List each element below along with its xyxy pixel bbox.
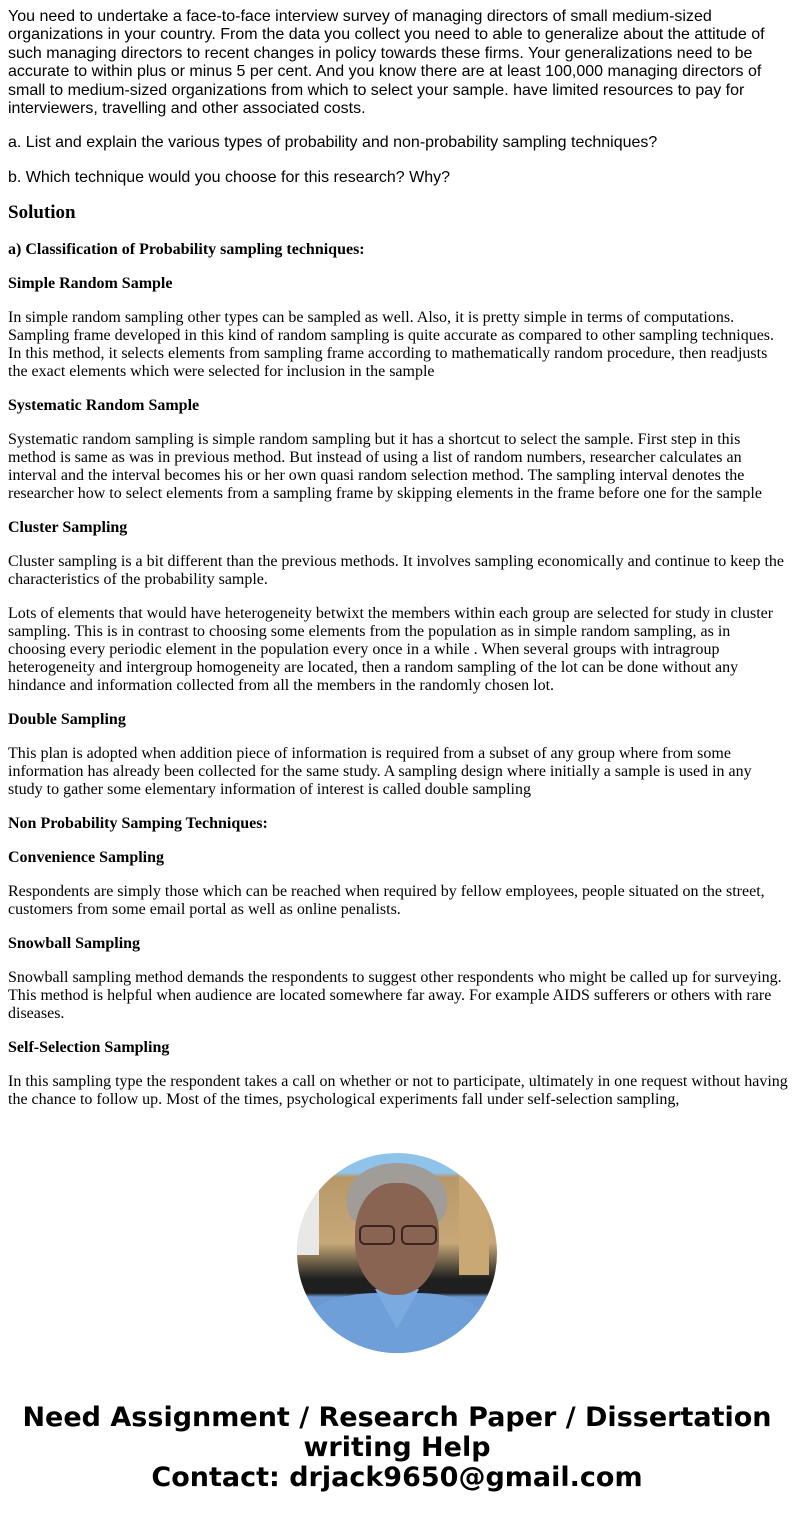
section-heading-double: Double Sampling [8,711,126,728]
promo-line-2: writing Help [303,1432,491,1463]
solution-title: Solution [8,202,76,223]
section-text-systematic-random: Systematic random sampling is simple random sampling but it has a shortcut to select the sample. First step in this method is same as was in previous method. But instead of using a list of random numbers, researcher calculates an interval and the interval becomes his or her own quasi random selection method. The sampling interval denotes the researcher how to select elements from a sampling frame by skipping elements in the frame before one for the sample [8,431,762,502]
section-text-self-selection: In this sampling type the respondent takes a call on whether or not to participate, ultimately in one request without having the chance to follow up. Most of the times, psychological experiments fall under self-selection sampling, [8,1073,788,1108]
section-heading-simple-random: Simple Random Sample [8,275,173,292]
section-text-snowball: Snowball sampling method demands the respondents to suggest other respondents who might be called up for surveying. This method is helpful when audience are located somewhere far away. For example AIDS sufferers or others with rare diseases. [8,969,782,1022]
avatar-background-carving [459,1175,489,1275]
section-heading-cluster: Cluster Sampling [8,519,128,536]
author-avatar [297,1153,497,1353]
section-text-simple-random: In simple random sampling other types can be sampled as well. Also, it is pretty simple in terms of computations. Sampling frame developed in this kind of random sampling is quite accurate as compared to other sampling techniques. In this method, it selects elements from sampling frame according to mathematically random procedure, then readjusts the exact elements which were selected for inclusion in the sample [8,309,775,380]
avatar-glasses [359,1225,437,1243]
section-text-double: This plan is adopted when addition piece of information is required from a subset of any group where from some information has already been collected for the same study. A sampling design where initially a sample is used in any study to gather some elementary information of interest is called double sampling [8,745,752,798]
promo-footer [0,1403,794,1493]
promo-contact: Contact: drjack9650@gmail.com [151,1462,643,1493]
question-part-a: a. List and explain the various types of probability and non-probability sampling techniques? [8,134,658,152]
section-heading-snowball: Snowball Sampling [8,935,141,952]
solution-block [8,201,788,1125]
question-part-b: b. Which technique would you choose for this research? Why? [8,168,451,186]
section-heading-convenience: Convenience Sampling [8,849,165,866]
question-intro: You need to undertake a face-to-face interview survey of managing directors of small medium-sized organizations in your country. From the data you collect you need to able to generalize about the attitude of such managing directors to recent changes in policy towards these firms. Your generalizations need to be accurate to within plus or minus 5 per cent. And you know there are at least 100,000 managing directors of small to medium-sized organizations from which to select your sample. have limited resources to pay for interviewers, travelling and other associated costs. [8,8,765,118]
section-heading-systematic-random: Systematic Random Sample [8,397,200,414]
probability-heading: a) Classification of Probability sampling techniques: [8,241,365,258]
non-probability-heading: Non Probability Samping Techniques: [8,815,268,832]
question-block [8,8,778,203]
promo-line-1: Need Assignment / Research Paper / Dissertation [22,1402,772,1433]
section-heading-self-selection: Self-Selection Sampling [8,1039,170,1056]
section-text-cluster-1: Cluster sampling is a bit different than the previous methods. It involves sampling economically and continue to keep the characteristics of the probability sample. [8,553,784,588]
avatar-background-panel [297,1175,319,1255]
section-text-convenience: Respondents are simply those which can be reached when required by fellow employees, people situated on the street, customers from some email portal as well as online penalists. [8,883,765,918]
section-text-cluster-2: Lots of elements that would have heterogeneity betwixt the members within each group are selected for study in cluster sampling. This is in contrast to choosing some elements from the population as in simple random sampling, as in choosing every periodic element in the population every once in a while . When several groups with intragroup heterogeneity and intergroup homogeneity are located, then a random sampling of the lot can be done without any hindance and information collected from all the members in the randomly chosen lot. [8,605,774,694]
